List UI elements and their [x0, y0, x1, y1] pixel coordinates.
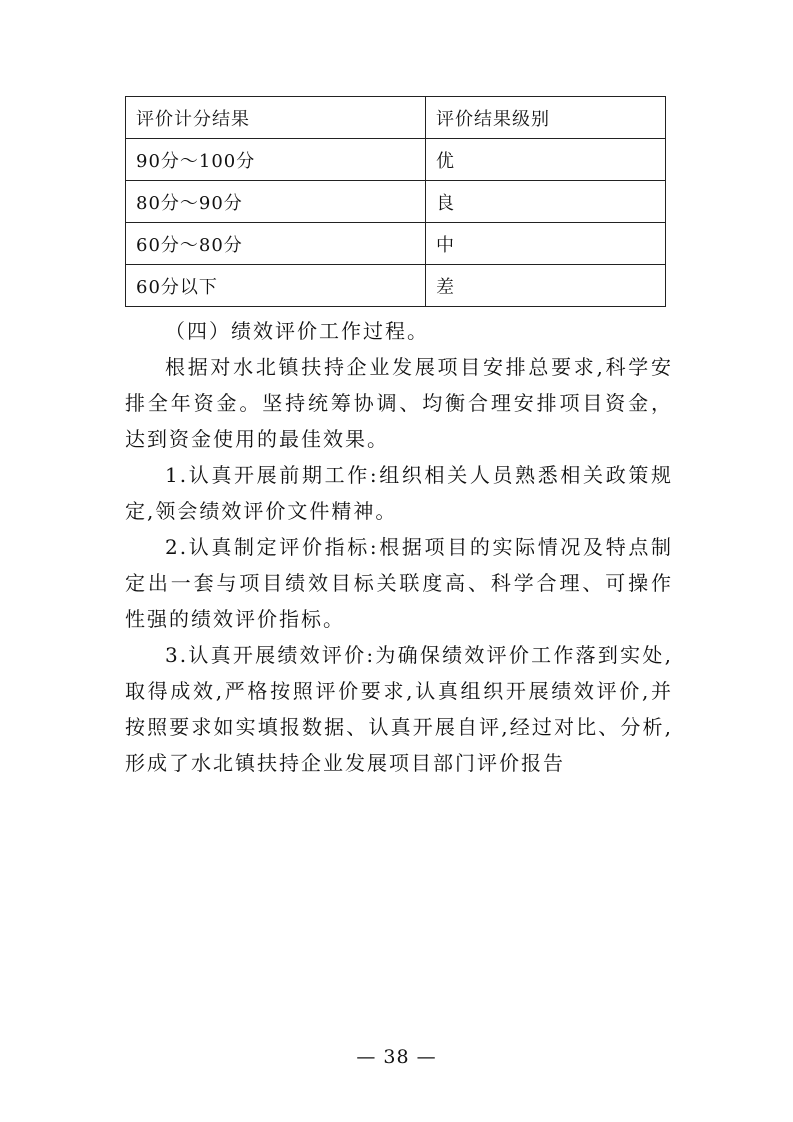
body-text — [125, 313, 673, 781]
paragraph-step-1: 1.认真开展前期工作:组织相关人员熟悉相关政策规定,领会绩效评价文件精神。 — [125, 463, 673, 523]
table-header-row — [126, 97, 666, 139]
grade-cell: 良 — [426, 181, 666, 223]
score-range-cell: 90分～100分 — [126, 139, 426, 181]
paragraph-step-3: 3.认真开展绩效评价:为确保绩效评价工作落到实处,取得成效,严格按照评价要求,认真组织开展绩效评价,并按照要求如实填报数据、认真开展自评,经过对比、分析,形成了水北镇扶持企业发展项目部门评价报告 — [125, 643, 673, 775]
paragraph-overview: 根据对水北镇扶持企业发展项目安排总要求,科学安排全年资金。坚持统筹协调、均衡合理安排项目资金，达到资金使用的最佳效果。 — [125, 355, 673, 451]
page-number: — 38 — — [356, 1046, 437, 1068]
paragraph-step-2: 2.认真制定评价指标:根据项目的实际情况及特点制定出一套与项目绩效目标关联度高、科学合理、可操作性强的绩效评价指标。 — [125, 535, 673, 631]
section-heading: （四）绩效评价工作过程。 — [165, 319, 429, 343]
score-grade-table — [125, 96, 666, 307]
grade-cell: 差 — [426, 265, 666, 307]
table-row — [126, 139, 666, 181]
grade-cell: 优 — [426, 139, 666, 181]
table-row — [126, 181, 666, 223]
table-row — [126, 223, 666, 265]
score-range-cell: 80分～90分 — [126, 181, 426, 223]
grade-cell: 中 — [426, 223, 666, 265]
header-cell-score: 评价计分结果 — [126, 97, 426, 139]
score-range-cell: 60分～80分 — [126, 223, 426, 265]
table-row — [126, 265, 666, 307]
score-range-cell: 60分以下 — [126, 265, 426, 307]
header-cell-grade: 评价结果级别 — [426, 97, 666, 139]
